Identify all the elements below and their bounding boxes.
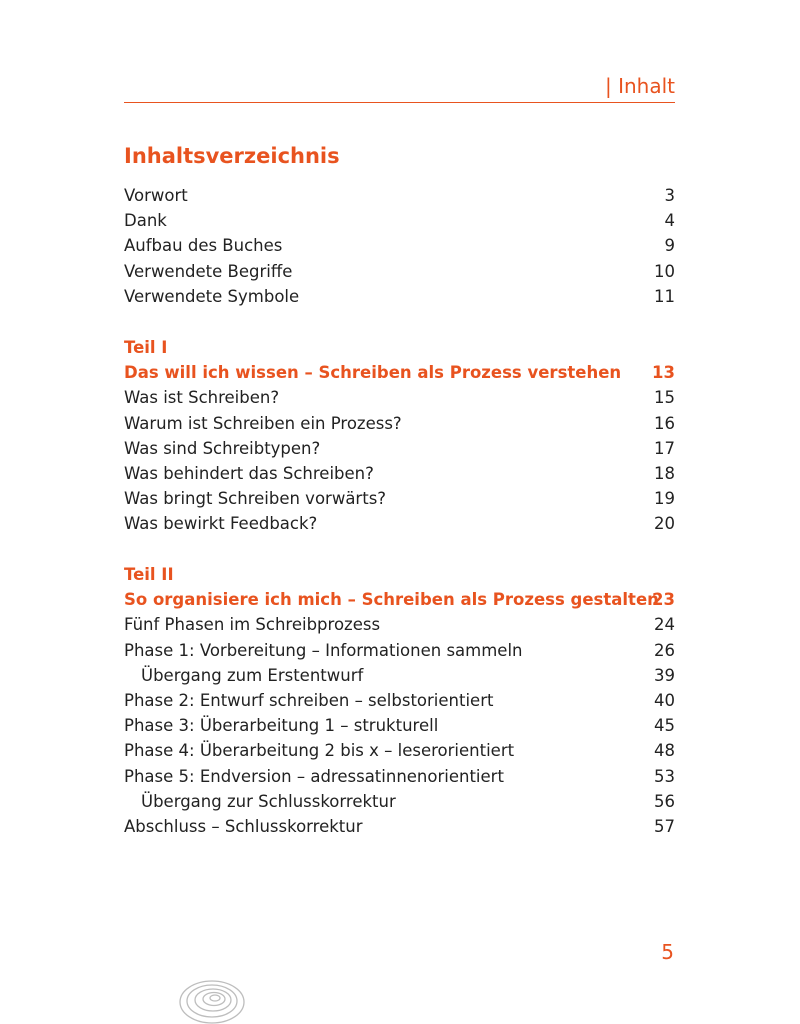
toc-entry[interactable] xyxy=(124,284,675,309)
toc-entry[interactable] xyxy=(124,612,675,637)
part-1-title: Das will ich wissen – Schreiben als Prozess verstehen xyxy=(124,363,622,383)
part-1-label xyxy=(124,335,675,360)
toc-title: Inhaltsverzeichnis xyxy=(124,144,340,168)
toc-part-1 xyxy=(124,335,675,537)
page-number: 5 xyxy=(661,940,674,964)
toc-entry[interactable] xyxy=(124,259,675,284)
part-2-label-text: Teil II xyxy=(124,565,174,584)
toc-entry-page: 11 xyxy=(654,286,675,306)
part-2-title: So organisiere ich mich – Schreiben als Prozess gestalten xyxy=(124,590,659,610)
toc-entry-page: 19 xyxy=(654,489,675,509)
running-header-label: | Inhalt xyxy=(605,74,675,98)
toc-entry-label: Verwendete Symbole xyxy=(124,286,300,306)
toc-entry-label: Übergang zum Erstentwurf xyxy=(141,665,364,685)
toc-entry[interactable] xyxy=(124,814,675,839)
toc-entry[interactable] xyxy=(124,738,675,763)
toc-entry-page: 48 xyxy=(654,741,675,761)
toc-entry[interactable] xyxy=(124,436,675,461)
toc-entry-page: 20 xyxy=(654,514,675,534)
toc-entry-label: Phase 4: Überarbeitung 2 bis x – leserorientiert xyxy=(124,741,515,761)
toc-entry-label: Was ist Schreiben? xyxy=(124,388,280,408)
toc-entry[interactable] xyxy=(124,461,675,486)
toc-entry-label: Dank xyxy=(124,211,167,231)
toc-entry-label: Phase 5: Endversion – adressatinnenorientiert xyxy=(124,766,504,786)
toc-entry-label: Was sind Schreibtypen? xyxy=(124,438,321,458)
spiral-icon xyxy=(176,972,248,1024)
part-2-title-entry[interactable] xyxy=(124,587,675,612)
toc-entry-page: 3 xyxy=(664,186,675,205)
toc-entry[interactable] xyxy=(124,663,675,688)
toc-entry-page: 4 xyxy=(664,211,675,231)
toc-entry-label: Aufbau des Buches xyxy=(124,236,283,256)
part-1-title-entry[interactable] xyxy=(124,360,675,385)
toc-entry-page: 15 xyxy=(654,388,675,408)
toc-entry-page: 26 xyxy=(654,640,675,660)
toc-entry-page: 24 xyxy=(654,615,675,635)
toc-entry[interactable] xyxy=(124,233,675,258)
toc-entry-label: Fünf Phasen im Schreibprozess xyxy=(124,615,381,635)
toc-entry-label: Übergang zur Schlusskorrektur xyxy=(141,791,396,811)
toc-entry-page: 56 xyxy=(654,791,675,811)
toc-entry-label: Abschluss – Schlusskorrektur xyxy=(124,816,363,836)
toc-entry-label: Was bewirkt Feedback? xyxy=(124,514,318,534)
toc-entry-label: Verwendete Begriffe xyxy=(124,261,293,281)
toc-entry[interactable] xyxy=(124,486,675,511)
running-header xyxy=(124,74,675,103)
toc-entry[interactable] xyxy=(124,183,675,208)
toc-entry-page: 18 xyxy=(654,463,675,483)
toc-entry[interactable] xyxy=(124,764,675,789)
toc-entry-label: Warum ist Schreiben ein Prozess? xyxy=(124,413,402,433)
toc-entry[interactable] xyxy=(124,411,675,436)
toc-entry[interactable] xyxy=(124,208,675,233)
toc-entry[interactable] xyxy=(124,638,675,663)
toc-entry-page: 53 xyxy=(654,766,675,786)
toc-entry-label: Was bringt Schreiben vorwärts? xyxy=(124,489,387,509)
toc-entry[interactable] xyxy=(124,511,675,536)
toc-entry[interactable] xyxy=(124,789,675,814)
toc-entry-label: Phase 3: Überarbeitung 1 – strukturell xyxy=(124,716,439,736)
toc-entry-page: 57 xyxy=(654,816,675,836)
toc-front-matter xyxy=(124,183,675,309)
toc-entry-page: 10 xyxy=(654,261,675,281)
toc-entry[interactable] xyxy=(124,385,675,410)
part-1-title-page: 13 xyxy=(652,363,675,383)
part-2-title-page: 23 xyxy=(652,590,675,610)
toc-entry-page: 16 xyxy=(654,413,675,433)
toc-entry[interactable] xyxy=(124,688,675,713)
part-1-label-text: Teil I xyxy=(124,338,168,357)
toc-entry-page: 39 xyxy=(654,665,675,685)
toc-entry-label: Was behindert das Schreiben? xyxy=(124,463,374,483)
toc-entry-page: 45 xyxy=(654,716,675,736)
toc-entry-label: Phase 2: Entwurf schreiben – selbstorientiert xyxy=(124,690,494,710)
toc-entry-label: Vorwort xyxy=(124,186,188,205)
toc-entry[interactable] xyxy=(124,713,675,738)
toc-entry-page: 40 xyxy=(654,690,675,710)
toc-entry-page: 17 xyxy=(654,438,675,458)
toc-entry-page: 9 xyxy=(664,236,675,256)
toc-part-2 xyxy=(124,562,675,839)
toc-entry-label: Phase 1: Vorbereitung – Informationen sammeln xyxy=(124,640,523,660)
part-2-label xyxy=(124,562,675,587)
